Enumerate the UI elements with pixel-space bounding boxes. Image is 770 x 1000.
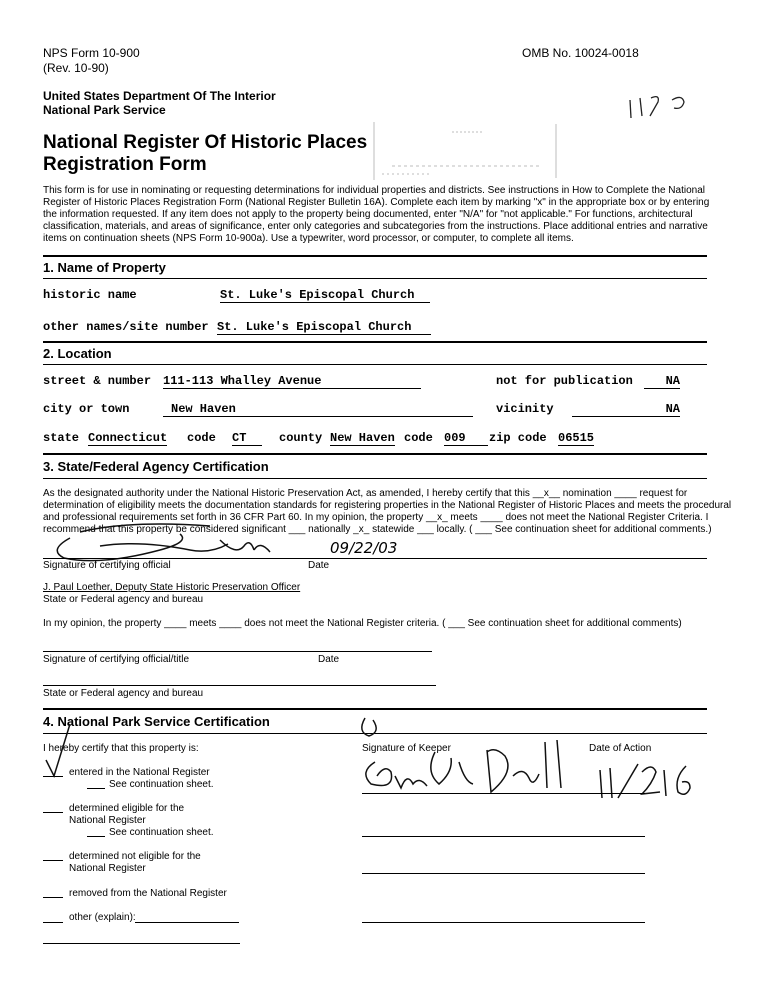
certification-date[interactable]: 09/22/03 [330,539,398,557]
bureau-label: State or Federal agency and bureau [43,594,204,605]
option-removed-label: removed from the National Register [69,888,227,899]
date-label-2: Date [318,654,340,665]
keeper-line-2 [362,836,645,837]
state-label: state [43,431,80,445]
section2-title: 2. Location [43,346,112,361]
vicinity-field[interactable]: NA [572,402,680,417]
county-code-label: code [404,431,433,445]
section1-title: 1. Name of Property [43,260,166,275]
form-title-line2: Registration Form [43,154,207,175]
county-field[interactable]: New Haven [330,431,395,445]
certification-text-line1: As the designated authority under the National Historic Preservation Act, as amended, I hereby certify that this __x__ nomination ____ request for [43,488,688,499]
state-field[interactable]: Connecticut [88,431,168,445]
divider [43,478,707,479]
other-names-label: other names/site number [43,320,209,334]
city-field[interactable] [163,402,473,417]
option-entered-label: entered in the National Register [69,767,210,778]
entered-continuation-blank[interactable] [87,788,105,789]
certification-text-line3: and professional requirements set forth in 36 CFR Part 60. In my opinion, the property __x_ meets ____ does not meet the National Register Criteria. I [43,512,709,523]
form-number: NPS Form 10-900 [43,46,140,60]
instructions-text: This form is for use in nominating or requesting determinations for individual properties and districts. See instructions in How to Complete the National Register of Historic Places Registration Form (National Register Bulletin 16A). Complete each item by marking "x" in the appropriate box or by entering the information requested. If any item does not apply to the property being documented, enter "N/A" for "not applicable." For functions, architectural classification, materials, and areas of significance, enter only categories and subcategories from the instructions. Place additional entries and narrative items on continuation sheets (NPS Form 10-900a). Use a typewriter, word processor, or computer, to complete all items. [43,185,710,244]
removed-blank[interactable] [43,897,63,898]
county-code-field[interactable]: 009 [444,431,488,446]
form-title-line1: National Register Of Historic Places [43,132,368,153]
keeper-line-4 [362,922,645,923]
other-explain-field[interactable] [135,922,239,923]
certification-text-line2: determination of eligibility meets the documentation standards for registering properties in the National Register of Historic Places and meets the procedural [43,500,732,511]
signature-line [43,558,707,559]
zip-label: zip code [489,431,547,445]
date-of-action-label: Date of Action [589,743,652,754]
eligible-continuation-blank[interactable] [87,836,105,837]
entered-continuation-label: See continuation sheet. [109,779,214,790]
received-stamp [372,118,558,184]
option-eligible-label-2: National Register [69,815,146,826]
historic-name-field[interactable]: St. Luke's Episcopal Church [220,288,430,303]
county-label: county [279,431,323,445]
other-explain-line-2[interactable] [43,943,240,944]
section4-title: 4. National Park Service Certification [43,714,270,729]
keeper-signature-label: Signature of Keeper [362,743,451,754]
other-names-field[interactable]: St. Luke's Episcopal Church [217,320,431,335]
omb-number: OMB No. 10024-0018 [522,46,639,60]
historic-name-label: historic name [43,288,137,302]
option-not-eligible-label-1: determined not eligible for the [69,851,201,862]
city-label: city or town [43,402,130,416]
divider [43,364,707,365]
option-not-eligible-label-2: National Register [69,863,146,874]
bureau-label-2: State or Federal agency and bureau [43,688,204,699]
other-blank[interactable] [43,922,63,923]
bureau-line [43,685,436,686]
state-code-field[interactable]: CT [232,431,262,446]
street-field[interactable]: 111-113 Whalley Avenue [163,374,421,389]
divider [43,453,707,455]
divider [43,708,707,710]
divider [43,341,707,343]
handwritten-id-number [624,88,714,124]
signature-label: Signature of certifying official [43,560,171,571]
keeper-signature [355,712,580,798]
not-for-publication-field[interactable]: NA [644,374,680,389]
form-revision: (Rev. 10-90) [43,61,109,75]
eligible-continuation-label: See continuation sheet. [109,827,214,838]
opinion-text: In my opinion, the property ____ meets ____ does not meet the National Register criteria. ( ___ See continuation sheet for additional comments) [43,618,682,629]
option-eligible-label-1: determined eligible for the [69,803,185,814]
street-label: street & number [43,374,152,388]
divider [43,255,707,257]
department-name: United States Department Of The Interior [43,89,276,103]
keeper-signature-line [362,793,645,794]
not-for-publication-label: not for publication [496,374,633,388]
section3-title: 3. State/Federal Agency Certification [43,459,269,474]
official-name: J. Paul Loether, Deputy State Historic Preservation Officer [43,582,301,593]
signature-line-2 [43,651,432,652]
keeper-line-3 [362,873,645,874]
certification-text-line4: recommend that this property be considered significant ___ nationally _x_ statewide ___ locally. ( ___ See continuation sheet for additional comments.) [43,524,712,535]
option-other-label: other (explain): [69,912,136,923]
city-value: New Haven [171,402,236,416]
code-label: code [187,431,216,445]
eligible-blank[interactable] [43,812,63,813]
zip-field[interactable]: 06515 [558,431,595,445]
not-eligible-blank[interactable] [43,860,63,861]
vicinity-label: vicinity [496,402,554,416]
agency-name: National Park Service [43,103,166,117]
date-label: Date [308,560,330,571]
divider [43,278,707,279]
signature-title-label: Signature of certifying official/title [43,654,190,665]
certify-statement: I hereby certify that this property is: [43,743,199,754]
action-date-handwritten [594,758,704,802]
